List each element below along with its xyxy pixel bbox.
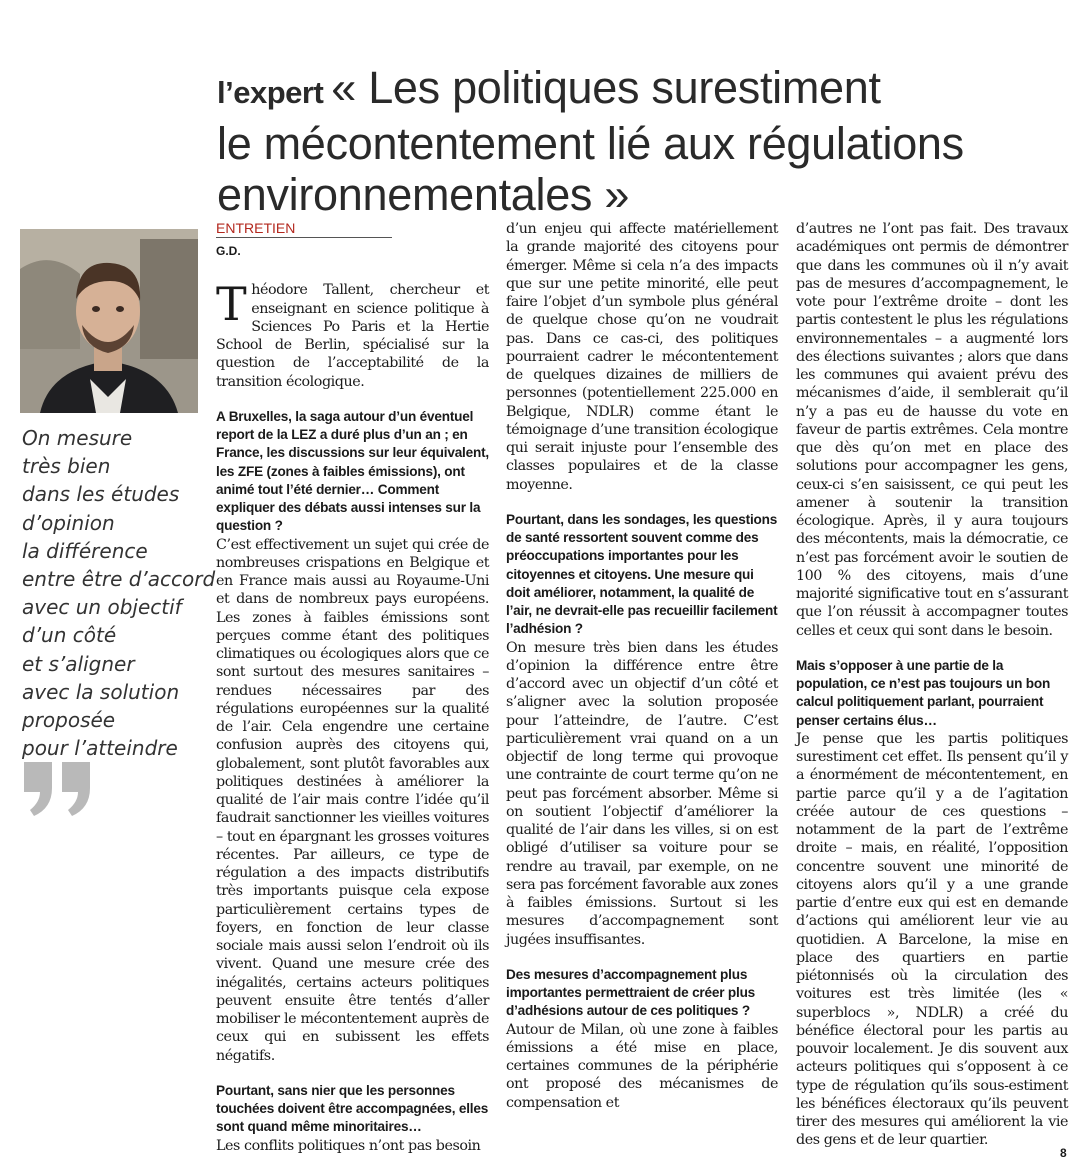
pull-quote-line: la différence — [22, 538, 148, 563]
question-5: Mais s’opposer à une partie de la population, ce n’est pas toujours un bon calcul politiquement parlant, pourraient penser certains élus… — [796, 657, 1051, 728]
answer-3: On mesure très bien dans les études d’opinion la différence entre être d’accord avec un objectif d’un côté et s’aligner avec la solution proposée pour l’atteindre, de l’autre. C’est particulièrement vrai quand on a un objectif de long terme qui provoque une contrainte de court terme qu’on ne peut pas forcément absorber. Même si on soutient l’objectif d’améliorer la qualité de l’air dans les villes, si on est obligé d’utiliser sa voiture pour se rendre au travail, par exemple, on ne sera pas forcément favorable aux zones à faibles émissions. Surtout si les mesures d’accompagnement sont jugées insuffisantes. — [506, 639, 778, 948]
article-column-2 — [506, 220, 778, 1112]
question-2: Pourtant, sans nier que les personnes touchées doivent être accompagnées, elles sont quand même minoritaires… — [216, 1082, 489, 1135]
pull-quote-line: dans les études — [22, 482, 180, 507]
page-number: 8 — [1060, 1146, 1067, 1160]
article-column-1 — [216, 220, 489, 1155]
pull-quote-line: On mesure — [22, 426, 133, 450]
question-4: Des mesures d’accompagnement plus importantes permettraient de créer plus d’adhésions autour de ces politiques ? — [506, 966, 756, 1019]
portrait-photo — [20, 229, 198, 413]
pull-quote-line: entre être d’accord — [22, 567, 216, 592]
pull-quote-line: et s’aligner — [22, 651, 135, 676]
answer-5: Je pense que les partis politiques surestiment cet effet. Ils pensent qu’il y a énormément de mécontentement, en partie parce qu’il y a de l’agitation créée autour de ces questions – notamment de la part de l’extrême droite – mais, en réalité, l’opposition concentre souvent une minorité de citoyens alors qu’il y a une grande partie d’entre eux qui est en demande d’actions qui améliorent leur vie au quotidien. A Barcelone, la mise en place des quartiers en partie piétonnisés où la circulation des voitures est très limitée (les « superblocs », NDLR) a créé du bénéfice électoral pour les partis au pouvoir localement. Je dis souvent aux acteurs politiques qui s’opposent à ce type de régulation qu’ils sous-estiment les bénéfices électoraux qu’ils peuvent tirer des mesures qui améliorent la vie des gens et de leur quartier. — [796, 730, 1068, 1149]
article-column-3 — [796, 220, 1068, 1150]
headline — [217, 62, 1067, 220]
answer-2-continued: d’un enjeu qui affecte matériellement la grande majorité des citoyens pour émerger. Même si cela n’a des impacts que sur une petite minorité, elle peut faire l’objet d’un symbole plus général de quelque chose qu’on ne voudrait pas. Dans ce cas-ci, des politiques pourraient cadrer le mécontentement de quelques dizaines de milliers de personnes (potentiellement 225.000 en Belgique, NDLR) comme étant le témoignage d’une transition écologique qui serait injuste pour l’ensemble des classes populaires et de la classe moyenne. — [506, 221, 778, 493]
pull-quote-line: avec un objectif — [22, 595, 182, 620]
headline-line-2: le mécontentement lié aux régulations — [217, 118, 964, 169]
portrait-illustration — [20, 229, 198, 413]
headline-line-1: l’expert « Les politiques surestiment — [217, 62, 881, 113]
headline-line-3: environnementales » — [217, 169, 630, 220]
answer-2-start: Les conflits politiques n’ont pas besoin — [216, 1137, 481, 1154]
answer-4-continued: d’autres ne l’ont pas fait. Des travaux académiques ont permis de démontrer que dans les communes où il n’y avait pas de mesures d’accompagnement, le vote pour l’extrême droite – dont les partis contestent le plus les régulations environnementales – a augmenté lors des élections suivantes ; alors que dans les communes qui avaient prévu des mécanismes d’aide, il semblerait qu’il n’y a pas eu de hausse du vote en faveur de partis extrêmes. Cela montre que dès qu’on met en place des solutions pour accompagner les gens, ceux-ci s’en saisissent, ce qui peut les amener à soutenir la transition écologique. Après, il y aura toujours des mécontents, mais la démocratie, ce n’est pas forcément avoir le soutien de 100 % des citoyens, mais d’une majorité significative tout en s’assurant que l’on réussit à accompagner toutes celles et ceux qui sont dans le besoin. — [796, 221, 1068, 639]
answer-1: C’est effectivement un sujet qui crée de nombreuses crispations en Belgique et en France mais aussi au Royaume-Uni et dans de nombreux pays européens. Les zones à faibles émissions sont perçues comme étant des politiques climatiques ou écologiques alors que ce sont surtout des mesures sanitaires – rendues nécessaires par des régulations européennes sur la qualité de l’air. Cela engendre une certaine confusion auprès des citoyens qui, globalement, sont plutôt favorables aux politiques destinées à améliorer la qualité de l’air mais contre l’idée qu’il faudrait sanctionner les vieilles voitures – tout en épargnant les grosses voitures récentes. Par ailleurs, ce type de régulation a des impacts distributifs très importants puisque cela expose particulièrement certains types de foyers, en fonction de leur classe sociale mais aussi selon l’endroit où ils vivent. Quand une mesure crée des inégalités, certains acteurs politiques peuvent ensuite être tentés d’aller mobiliser le mécontentement auprès de ceux qui en subissent les effets négatifs. — [216, 536, 489, 1064]
question-3: Pourtant, dans les sondages, les questions de santé ressortent souvent comme des préoccupations importantes pour les citoyennes et citoyens. Une mesure qui doit améliorer, notamment, la qualité de l’air, ne devrait-elle pas recueillir facilement l’adhésion ? — [506, 511, 778, 637]
pull-quote-line: très bien — [22, 454, 111, 479]
question-1: A Bruxelles, la saga autour d’un éventuel report de la LEZ a duré plus d’un an ; en France, les discussions sur leur équivalent, les ZFE (zones à faibles émissions), ont animé tout l’été dernier… Comment expliquer des débats aussi intenses sur la question ? — [216, 408, 489, 534]
intro-paragraph: Théodore Tallent, chercheur et enseignant en science politique à Sciences Po Paris et la Hertie School de Berlin, spécialisé sur la question de l’acceptabilité de la transition écologique. — [216, 277, 489, 390]
pull-quote-line: avec la solution — [22, 679, 180, 704]
rubric-label: ENTRETIEN — [216, 220, 392, 238]
pull-quote — [22, 424, 216, 762]
closing-quote-mark-icon — [20, 758, 94, 818]
pull-quote-line: pour l’atteindre — [22, 736, 178, 761]
byline: G.D. — [216, 244, 241, 258]
drop-cap: T — [216, 277, 247, 332]
headline-kicker: l’expert — [217, 75, 324, 110]
pull-quote-line: d’un côté — [22, 623, 117, 648]
answer-4-start: Autour de Milan, où une zone à faibles émissions a été mise en place, certaines communes de la périphérie ont proposé des mécanismes de compensation et — [506, 1021, 778, 1111]
pull-quote-line: proposée — [22, 708, 116, 733]
pull-quote-line: d’opinion — [22, 510, 115, 535]
